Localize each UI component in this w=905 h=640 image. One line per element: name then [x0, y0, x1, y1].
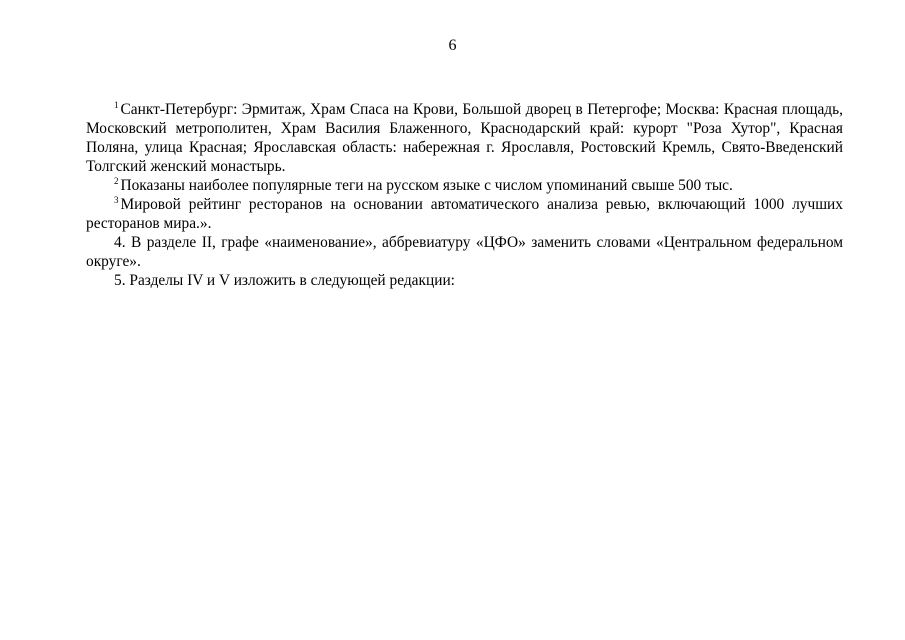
footnote-2-mark: 2 — [114, 176, 119, 186]
footnote-1 — [86, 100, 843, 176]
footnote-2 — [86, 176, 843, 195]
footnote-2-text: Показаны наиболее популярные теги на русском языке с числом упоминаний свыше 500 тыс. — [120, 177, 733, 194]
amendment-item-4: 4. В разделе II, графе «наименование», аббревиатуру «ЦФО» заменить словами «Центральном федеральном округе». — [86, 234, 843, 270]
footnote-3-mark: 3 — [114, 195, 119, 205]
footnote-3-text: Мировой рейтинг ресторанов на основании автоматического анализа ревью, включающий 1000 лучших ресторанов мира.». — [86, 196, 843, 232]
footnote-3 — [86, 195, 843, 233]
footnote-1-text: Санкт-Петербург: Эрмитаж, Храм Спаса на Крови, Большой дворец в Петергофе; Москва: Красная площадь, Московский метрополитен, Храм Василия Блаженного, Краснодарский край: курорт "Роза Хутор", Красная Поляна, улица Красная; Ярославская область: набережная г. Ярославля, Ростовский Кремль, Свято-Введенский Толгский женский монастырь. — [86, 101, 843, 175]
page-number: 6 — [448, 37, 457, 54]
page-body — [86, 100, 843, 290]
footnote-1-mark: 1 — [114, 100, 119, 110]
amendment-item-5: 5. Разделы IV и V изложить в следующей редакции: — [114, 272, 455, 289]
